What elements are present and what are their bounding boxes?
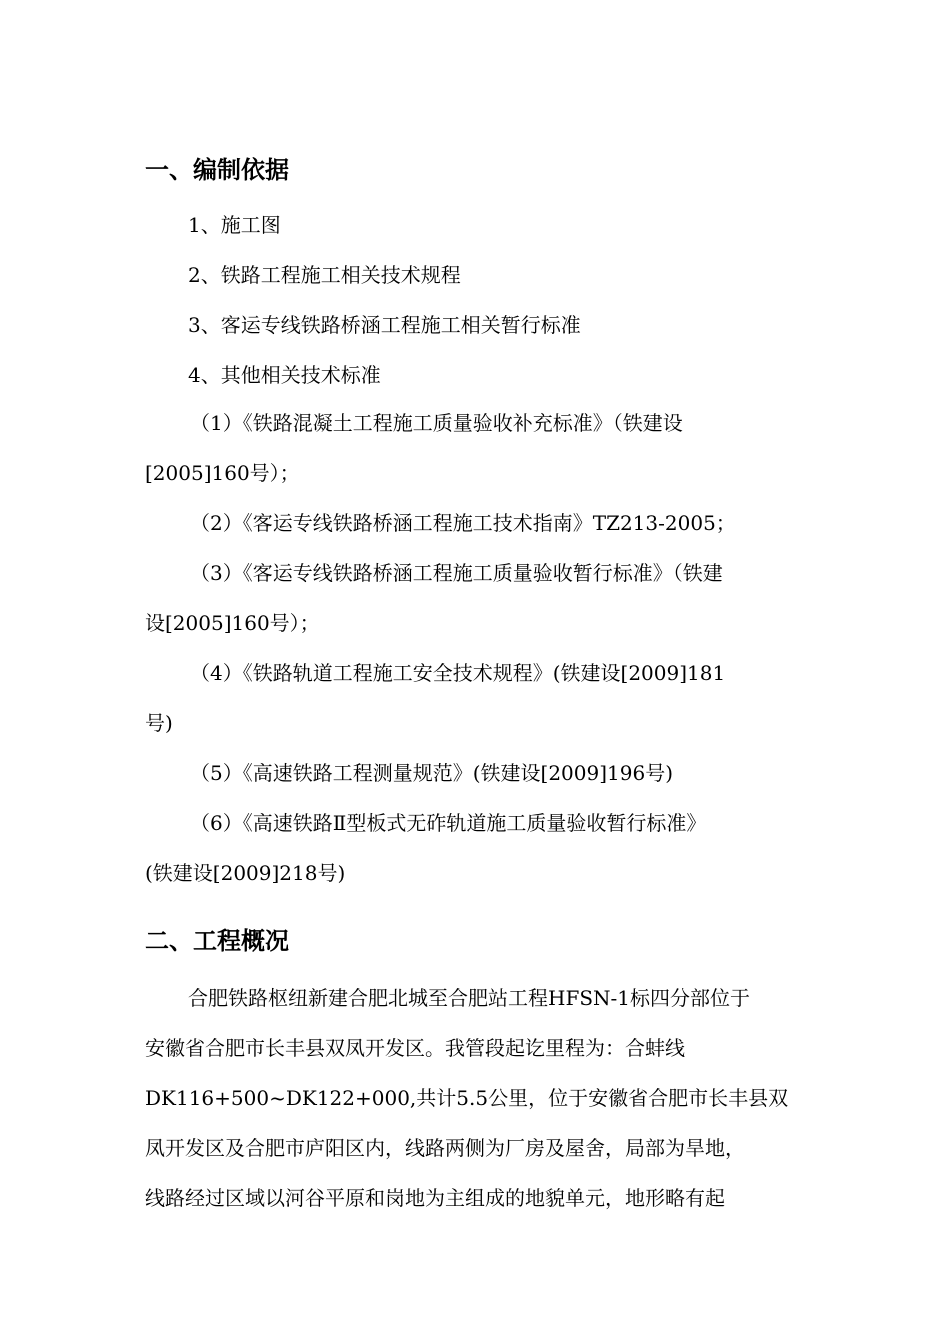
overview-paragraph-line: 凤开发区及合肥市庐阳区内，线路两侧为厂房及屋舍，局部为旱地，	[145, 1136, 745, 1160]
overview-paragraph-line: 安徽省合肥市长丰县双凤开发区。我管段起讫里程为：合蚌线	[145, 1036, 685, 1060]
basis-item: 4、其他相关技术标准	[188, 363, 381, 387]
standard-line: 号)	[145, 711, 173, 735]
standard-line: （4）《铁路轨道工程施工安全技术规程》(铁建设[2009]181	[190, 661, 726, 685]
overview-paragraph-line: 合肥铁路枢纽新建合肥北城至合肥站工程HFSN-1标四分部位于	[188, 986, 751, 1010]
basis-item: 2、铁路工程施工相关技术规程	[188, 263, 461, 287]
section-heading-basis: 一、编制依据	[145, 156, 289, 184]
standard-line: （2）《客运专线铁路桥涵工程施工技术指南》TZ213-2005；	[190, 511, 736, 535]
standard-line: （1）《铁路混凝土工程施工质量验收补充标准》（铁建设	[190, 411, 683, 435]
standard-line: [2005]160号）；	[145, 461, 300, 485]
standard-line: (铁建设[2009]218号)	[145, 861, 346, 885]
basis-item: 1、施工图	[188, 213, 281, 237]
standard-line: （3）《客运专线铁路桥涵工程施工质量验收暂行标准》（铁建	[190, 561, 723, 585]
basis-item: 3、客运专线铁路桥涵工程施工相关暂行标准	[188, 313, 581, 337]
standard-line: （6）《高速铁路Ⅱ型板式无砟轨道施工质量验收暂行标准》	[190, 811, 707, 835]
section-heading-overview: 二、工程概况	[145, 927, 289, 955]
overview-paragraph-line: DK116+500~DK122+000,共计5.5公里，位于安徽省合肥市长丰县双	[145, 1086, 789, 1110]
overview-paragraph-line: 线路经过区域以河谷平原和岗地为主组成的地貌单元，地形略有起	[145, 1186, 725, 1210]
standard-line: （5）《高速铁路工程测量规范》(铁建设[2009]196号)	[190, 761, 674, 785]
standard-line: 设[2005]160号）；	[145, 611, 320, 635]
